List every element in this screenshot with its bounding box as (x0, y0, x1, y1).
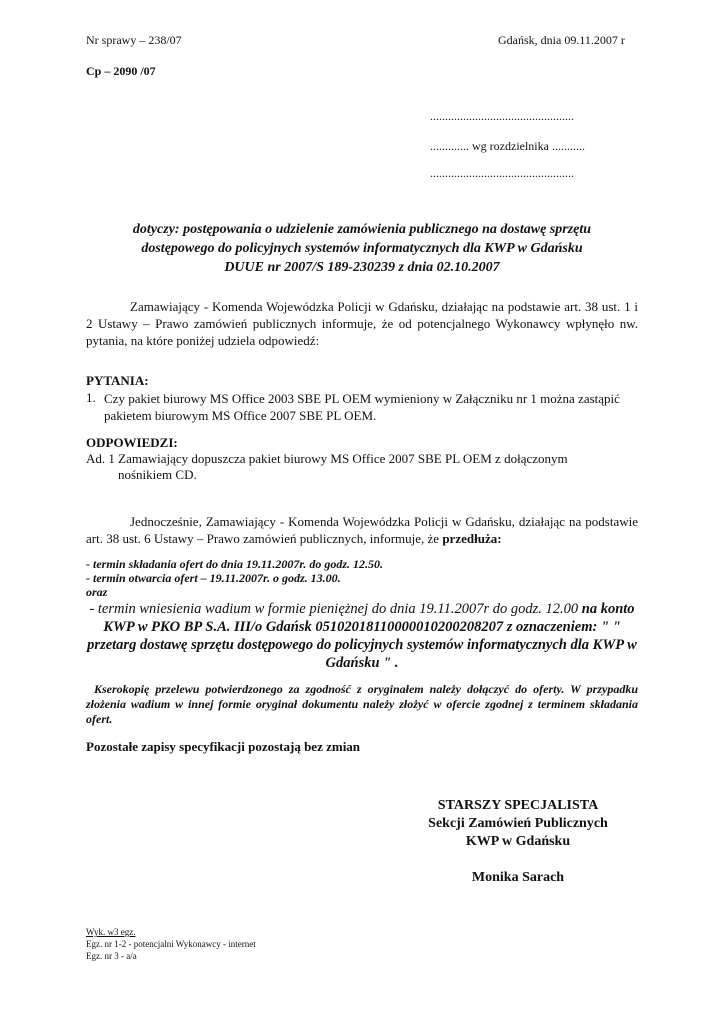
question-text: Czy pakiet biurowy MS Office 2003 SBE PL OEM wymieniony w Załączniku nr 1 można zastąpić pakietem biurowym MS Office 2007 SBE PL OEM. (104, 391, 620, 423)
oraz-word: oraz (86, 585, 108, 599)
case-number: Nr sprawy – 238/07 (86, 33, 182, 47)
recipient-line-2: ............. wg rozdzielnika ........... (430, 139, 585, 153)
signature-org: KWP w Gdańsku (465, 834, 571, 849)
question-number: 1. (86, 390, 96, 405)
footer-copy-3: Egz. nr 3 - a/a (86, 951, 137, 961)
signature-name: Monika Sarach (471, 870, 565, 885)
answer-line-2: nośnikiem CD. (118, 467, 197, 482)
place-date: Gdańsk, dnia 09.11.2007 r (498, 33, 625, 47)
footer-distribution (86, 926, 256, 962)
recipient-line-3: ................................................ (430, 166, 574, 180)
extension-paragraph (86, 513, 638, 547)
subject-line-3: DUUE nr 2007/S 189-230239 z dnia 02.10.2007 (224, 260, 500, 275)
questions-heading: PYTANIA: (86, 373, 149, 388)
extension-text: Jednocześnie, Zamawiający - Komenda Wojewódzka Policji w Gdańsku, działając na podstawie art. 38 ust. 6 Ustawy – Prawo zamówień publicznych, informuje, że (86, 514, 638, 546)
recipient-line-1: ................................................ (430, 109, 574, 123)
extension-bold: przedłuża: (442, 531, 502, 546)
footer-copy-1-2: Egz. nr 1-2 - potencjalni Wykonawcy - internet (86, 939, 256, 949)
answer-line-1: Ad. 1 Zamawiający dopuszcza pakiet biurowy MS Office 2007 SBE PL OEM z dołączonym (86, 451, 568, 466)
term-opening: - termin otwarcia ofert – 19.11.2007r. o godz. 13.00. (86, 571, 341, 585)
wadium-bold: na konto KWP w PKO BP S.A. III/o Gdańsk 05102018110000010200208207 z oznaczeniem: " " przetarg dostawę sprzętu dostępowego do policyjnych systemów informatycznych dla KWP w Gdańsku " . (87, 601, 637, 671)
signature-title: STARSZY SPECJALISTA (437, 798, 599, 813)
wadium-paragraph (86, 600, 638, 672)
remaining-note: Pozostałe zapisy specyfikacji pozostają bez zmian (86, 739, 361, 754)
intro-paragraph: Zamawiający - Komenda Wojewódzka Policji w Gdańsku, działając na podstawie art. 38 ust. 1 i 2 Ustawy – Prawo zamówień publicznych informuje, że od potencjalnego Wykonawcy wpłynęło nw. pytania, na które poniżej udziela odpowiedź: (86, 299, 638, 348)
subject-block (86, 220, 638, 277)
subject-line-2: dostępowego do policyjnych systemów informatycznych dla KWP w Gdańsku (141, 241, 583, 256)
wadium-notice: Kserokopię przelewu potwierdzonego za zgodność z oryginałem należy dołączyć do oferty. W przypadku złożenia wadium w innej formie oryginał dokumentu należy złożyć w ofercie zgodnej z terminem składania ofert. (86, 682, 638, 726)
footer-copies: Wyk. w3 egz. (86, 927, 136, 937)
signature-section: Sekcji Zamówień Publicznych (428, 816, 608, 831)
cp-number: Cp – 2090 /07 (86, 64, 156, 78)
wadium-regular: - termin wniesienia wadium w formie pieniężnej do dnia 19.11.2007r do godz. 12.00 (89, 601, 582, 617)
subject-line-1: dotyczy: postępowania o udzielenie zamówienia publicznego na dostawę sprzętu (132, 222, 592, 237)
answers-heading: ODPOWIEDZI: (86, 435, 178, 450)
signature-block (398, 797, 638, 887)
term-submission: - termin składania ofert do dnia 19.11.2007r. do godz. 12.50. (86, 557, 384, 571)
